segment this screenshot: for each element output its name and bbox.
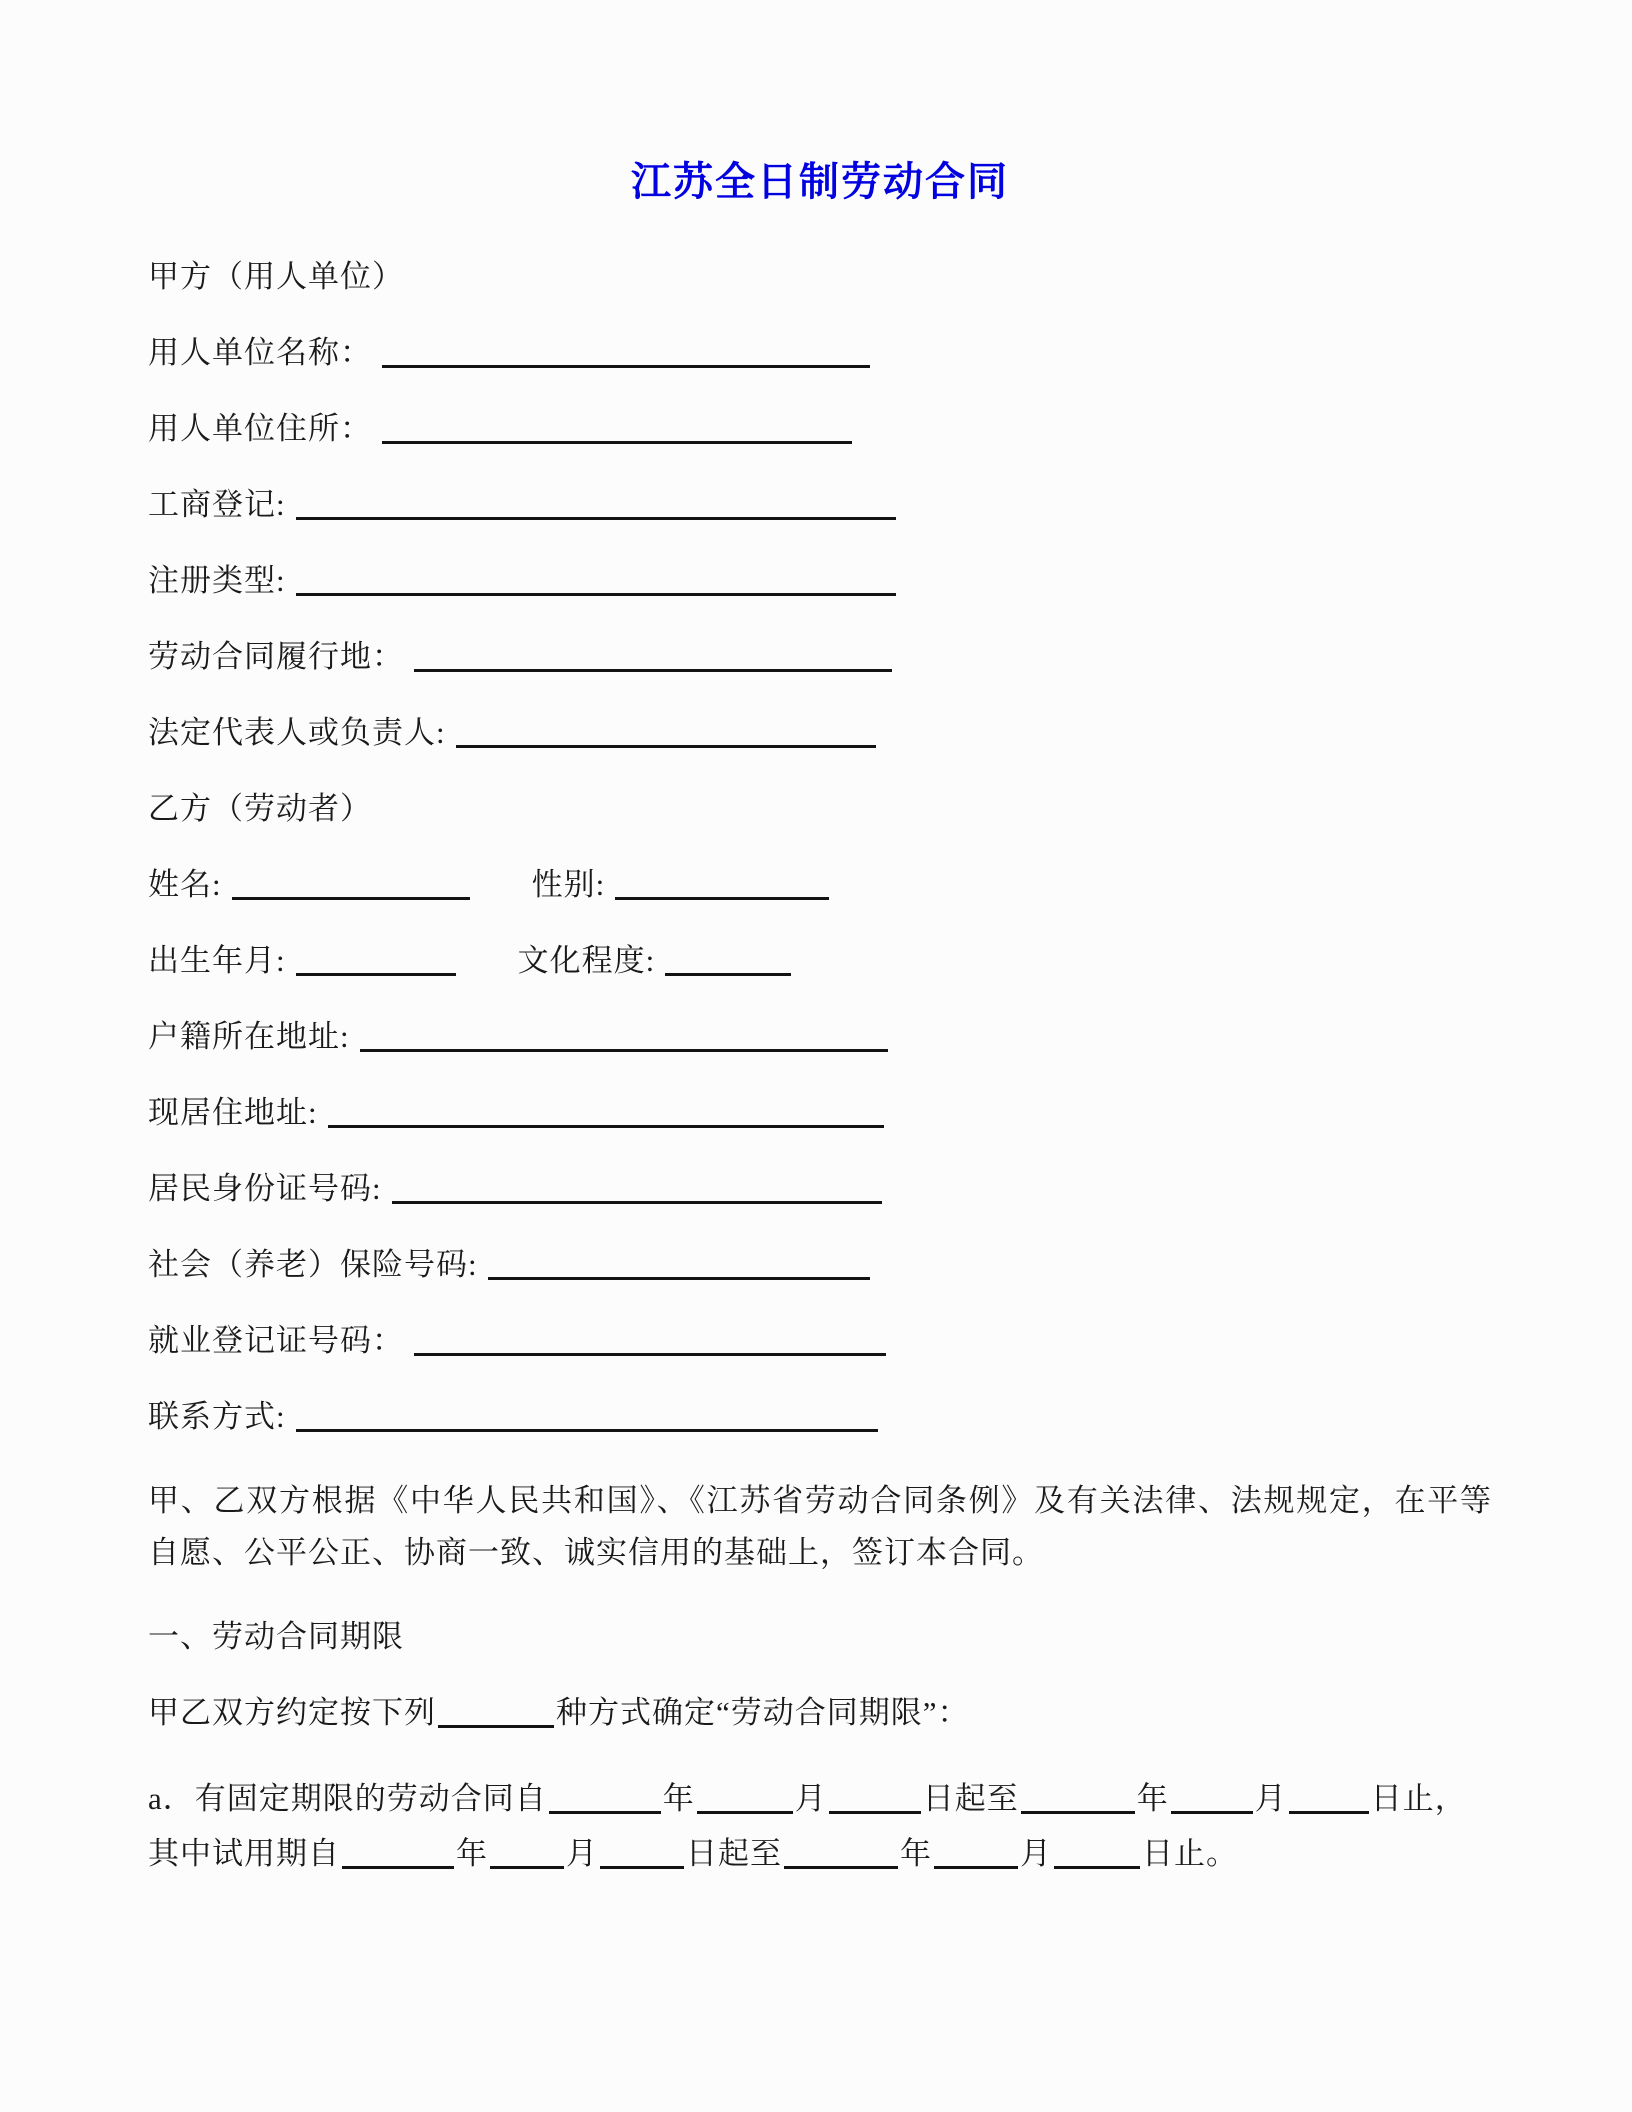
clause-text: a．有固定期限的劳动合同自 <box>148 1781 547 1817</box>
fill-in-line[interactable] <box>1289 1781 1369 1814</box>
form-field-row-contact-info <box>148 1399 1492 1435</box>
form-field-row-social-insurance-number <box>148 1247 1492 1283</box>
fill-in-line[interactable] <box>490 1836 564 1869</box>
party-b-heading: 乙方（劳动者） <box>148 791 372 826</box>
fill-in-line[interactable] <box>342 1836 454 1869</box>
form-field-row-contract-performance-place <box>148 639 1492 675</box>
clause-text: 日止，其中试用期自 <box>148 1781 1467 1872</box>
fill-in-line[interactable] <box>784 1836 898 1869</box>
fill-in-line[interactable] <box>232 867 470 900</box>
field-label: 出生年月: <box>148 943 286 978</box>
fill-in-line[interactable] <box>1054 1836 1140 1869</box>
form-field-row-name-gender <box>148 867 1492 903</box>
field-label: 居民身份证号码: <box>148 1171 382 1206</box>
preamble-paragraph: 甲、乙双方根据《中华人民共和国》、《江苏省劳动合同条例》及有关法律、法规规定，在平等自愿、公平公正、协商一致、诚实信用的基础上，签订本合同。 <box>148 1483 1492 1571</box>
fill-in-line[interactable] <box>360 1019 888 1052</box>
fill-in-line[interactable] <box>456 715 876 748</box>
form-field-row-business-registration <box>148 487 1492 523</box>
clause-text: 月 <box>1254 1781 1287 1817</box>
field-label: 就业登记证号码： <box>148 1323 404 1358</box>
clause-text: 年 <box>456 1836 488 1872</box>
clause-text: 日止。 <box>1142 1836 1238 1872</box>
field-label: 法定代表人或负责人: <box>148 715 446 750</box>
fill-in-line[interactable] <box>382 335 870 368</box>
clause-text: 月 <box>794 1781 827 1817</box>
fill-in-line[interactable] <box>697 1781 793 1814</box>
clause-text: 年 <box>1136 1781 1169 1817</box>
fill-in-line[interactable] <box>414 1323 886 1356</box>
field-label: 工商登记: <box>148 487 286 522</box>
form-field-row-registered-address <box>148 1019 1492 1055</box>
clause-text: 种方式确定“劳动合同期限”： <box>556 1695 970 1731</box>
form-field-row-employment-registration-number <box>148 1323 1492 1359</box>
fill-in-line[interactable] <box>296 1399 878 1432</box>
fill-in-line[interactable] <box>392 1171 882 1204</box>
section-one-heading: 一、劳动合同期限 <box>148 1619 404 1655</box>
clause-text: 年 <box>900 1836 932 1872</box>
form-field-row-birth-education <box>148 943 1492 979</box>
clause-text: 月 <box>1020 1836 1052 1872</box>
fill-in-line[interactable] <box>296 943 456 976</box>
form-field-row-employer-address <box>148 411 1492 447</box>
field-label: 姓名: <box>148 867 222 902</box>
form-field-row-current-address <box>148 1095 1492 1131</box>
field-label: 性别: <box>531 867 606 902</box>
field-label: 用人单位名称： <box>148 335 372 370</box>
clause-text: 日起至 <box>686 1836 782 1872</box>
form-field-row-id-number <box>148 1171 1492 1207</box>
field-label: 用人单位住所： <box>148 411 372 446</box>
fill-in-line[interactable] <box>665 943 791 976</box>
field-label: 注册类型: <box>148 563 286 598</box>
fill-in-line[interactable] <box>296 563 896 596</box>
fill-in-line[interactable] <box>328 1095 884 1128</box>
fill-in-line[interactable] <box>934 1836 1018 1869</box>
field-label: 文化程度: <box>517 943 656 978</box>
form-field-row-employer-name <box>148 335 1492 371</box>
fill-in-line[interactable] <box>1171 1781 1253 1814</box>
fill-in-line[interactable] <box>600 1836 684 1869</box>
field-label: 劳动合同履行地： <box>148 639 404 674</box>
fill-in-line[interactable] <box>549 1781 661 1814</box>
clause-text: 日起至 <box>922 1781 1019 1817</box>
fill-in-line[interactable] <box>382 411 852 444</box>
page-title: 江苏全日制劳动合同 <box>631 159 1009 205</box>
clause-text: 甲乙双方约定按下列 <box>148 1695 436 1731</box>
clause-text: 月 <box>566 1836 598 1872</box>
fill-in-line[interactable] <box>1021 1781 1135 1814</box>
field-label: 联系方式: <box>148 1399 286 1434</box>
form-field-row-registration-type <box>148 563 1492 599</box>
clause-text: 年 <box>662 1781 695 1817</box>
party-a-heading: 甲方（用人单位） <box>148 259 404 294</box>
field-label: 社会（养老）保险号码: <box>148 1247 478 1282</box>
fill-in-line[interactable] <box>438 1695 554 1728</box>
form-field-row-legal-representative <box>148 715 1492 751</box>
clause-a <box>148 1771 1492 1881</box>
fill-in-line[interactable] <box>414 639 892 672</box>
field-label: 户籍所在地址: <box>148 1019 350 1054</box>
field-label: 现居住地址: <box>148 1095 318 1130</box>
fill-in-line[interactable] <box>296 487 896 520</box>
fill-in-line[interactable] <box>615 867 829 900</box>
term-method-line <box>148 1695 1492 1731</box>
fill-in-line[interactable] <box>829 1781 921 1814</box>
fill-in-line[interactable] <box>488 1247 870 1280</box>
